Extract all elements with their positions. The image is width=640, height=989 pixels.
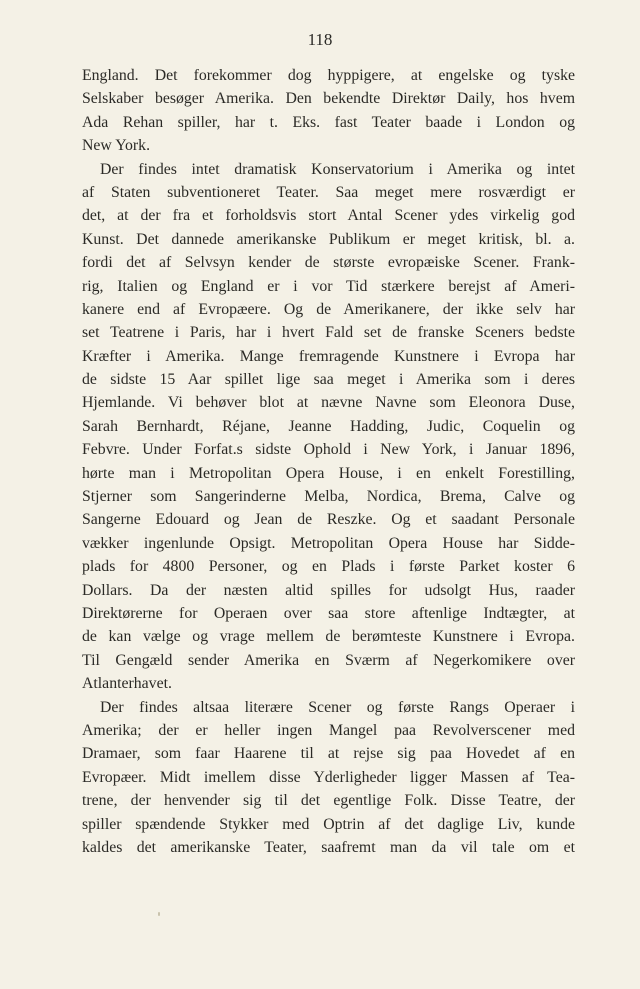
paragraph <box>82 696 575 860</box>
text-line: Hjemlande. Vi behøver blot at nævne Navne som Eleonora Duse, <box>82 394 575 412</box>
text-line: Der findes altsaa literære Scener og første Rangs Operaer i <box>100 698 575 716</box>
body-text <box>82 64 575 859</box>
text-line: Der findes intet dramatisk Konservatorium i Amerika og intet <box>100 160 575 178</box>
text-line: vækker ingenlunde Opsigt. Metropolitan Opera House har Sidde- <box>82 534 575 552</box>
text-line: fordi det af Selvsyn kender de største evropæiske Scener. Frank- <box>82 254 575 272</box>
text-line: de sidste 15 Aar spillet lige saa meget i Amerika som i deres <box>82 371 575 389</box>
text-line: set Teatrene i Paris, har i hvert Fald set de franske Sceners bedste <box>82 324 575 342</box>
text-line: plads for 4800 Personer, og en Plads i første Parket koster 6 <box>82 558 575 576</box>
text-line: Febvre. Under Forfat.s sidste Ophold i New York, i Januar 1896, <box>82 441 575 459</box>
page-number: 118 <box>307 30 333 49</box>
text-line: New York. <box>82 137 151 155</box>
text-line: Dollars. Da der næsten altid spilles for udsolgt Hus, raader <box>82 581 575 599</box>
text-line: Direktørerne for Operaen over saa store aftenlige Indtægter, at <box>82 604 575 622</box>
text-line: Sangerne Edouard og Jean de Reszke. Og et saadant Personale <box>82 511 575 529</box>
text-line: Selskaber besøger Amerika. Den bekendte Direktør Daily, hos hvem <box>82 90 575 108</box>
text-line: Dramaer, som faar Haarene til at rejse sig paa Hovedet af en <box>82 745 575 763</box>
text-line: Atlanterhavet. <box>82 675 172 693</box>
text-line: af Staten subventioneret Teater. Saa meget mere rosværdigt er <box>82 183 575 201</box>
text-line: kaldes det amerikanske Teater, saafremt man da vil tale om et <box>82 838 575 856</box>
text-line: Kunst. Det dannede amerikanske Publikum er meget kritisk, bl. a. <box>82 230 575 248</box>
text-line: England. Det forekommer dog hyppigere, at engelske og tyske <box>82 67 575 84</box>
text-line: Kræfter i Amerika. Mange fremragende Kunstnere i Evropa har <box>82 347 575 365</box>
text-line: Til Gengæld sender Amerika en Sværm af Negerkomikere over <box>82 651 575 669</box>
paragraph <box>82 158 575 696</box>
text-line: hørte man i Metropolitan Opera House, i en enkelt Forestilling, <box>82 464 575 482</box>
text-line: Ada Rehan spiller, har t. Eks. fast Teater baade i London og <box>82 113 575 131</box>
text-line: Sarah Bernhardt, Réjane, Jeanne Hadding, Judic, Coquelin og <box>82 417 575 435</box>
paper-speck <box>158 912 160 916</box>
text-line: Amerika; der er heller ingen Mangel paa Revolverscener med <box>82 721 575 739</box>
text-line: spiller spændende Stykker med Optrin af det daglige Liv, kunde <box>82 815 575 833</box>
text-line: Evropæer. Midt imellem disse Yderligheder ligger Massen af Tea- <box>82 768 575 786</box>
text-line: trene, der henvender sig til det egentlige Folk. Disse Teatre, der <box>82 792 575 810</box>
text-line: det, at der fra et forholdsvis stort Antal Scener ydes virkelig god <box>82 207 575 225</box>
text-line: Stjerner som Sangerinderne Melba, Nordica, Brema, Calve og <box>82 488 575 506</box>
paragraph <box>82 64 575 158</box>
text-line: kanere end af Evropæere. Og de Amerikanere, der ikke selv har <box>82 300 575 318</box>
text-line: de kan vælge og vrage mellem de berømteste Kunstnere i Evropa. <box>82 628 575 646</box>
text-line: rig, Italien og England er i vor Tid stærkere berejst af Ameri- <box>82 277 575 295</box>
